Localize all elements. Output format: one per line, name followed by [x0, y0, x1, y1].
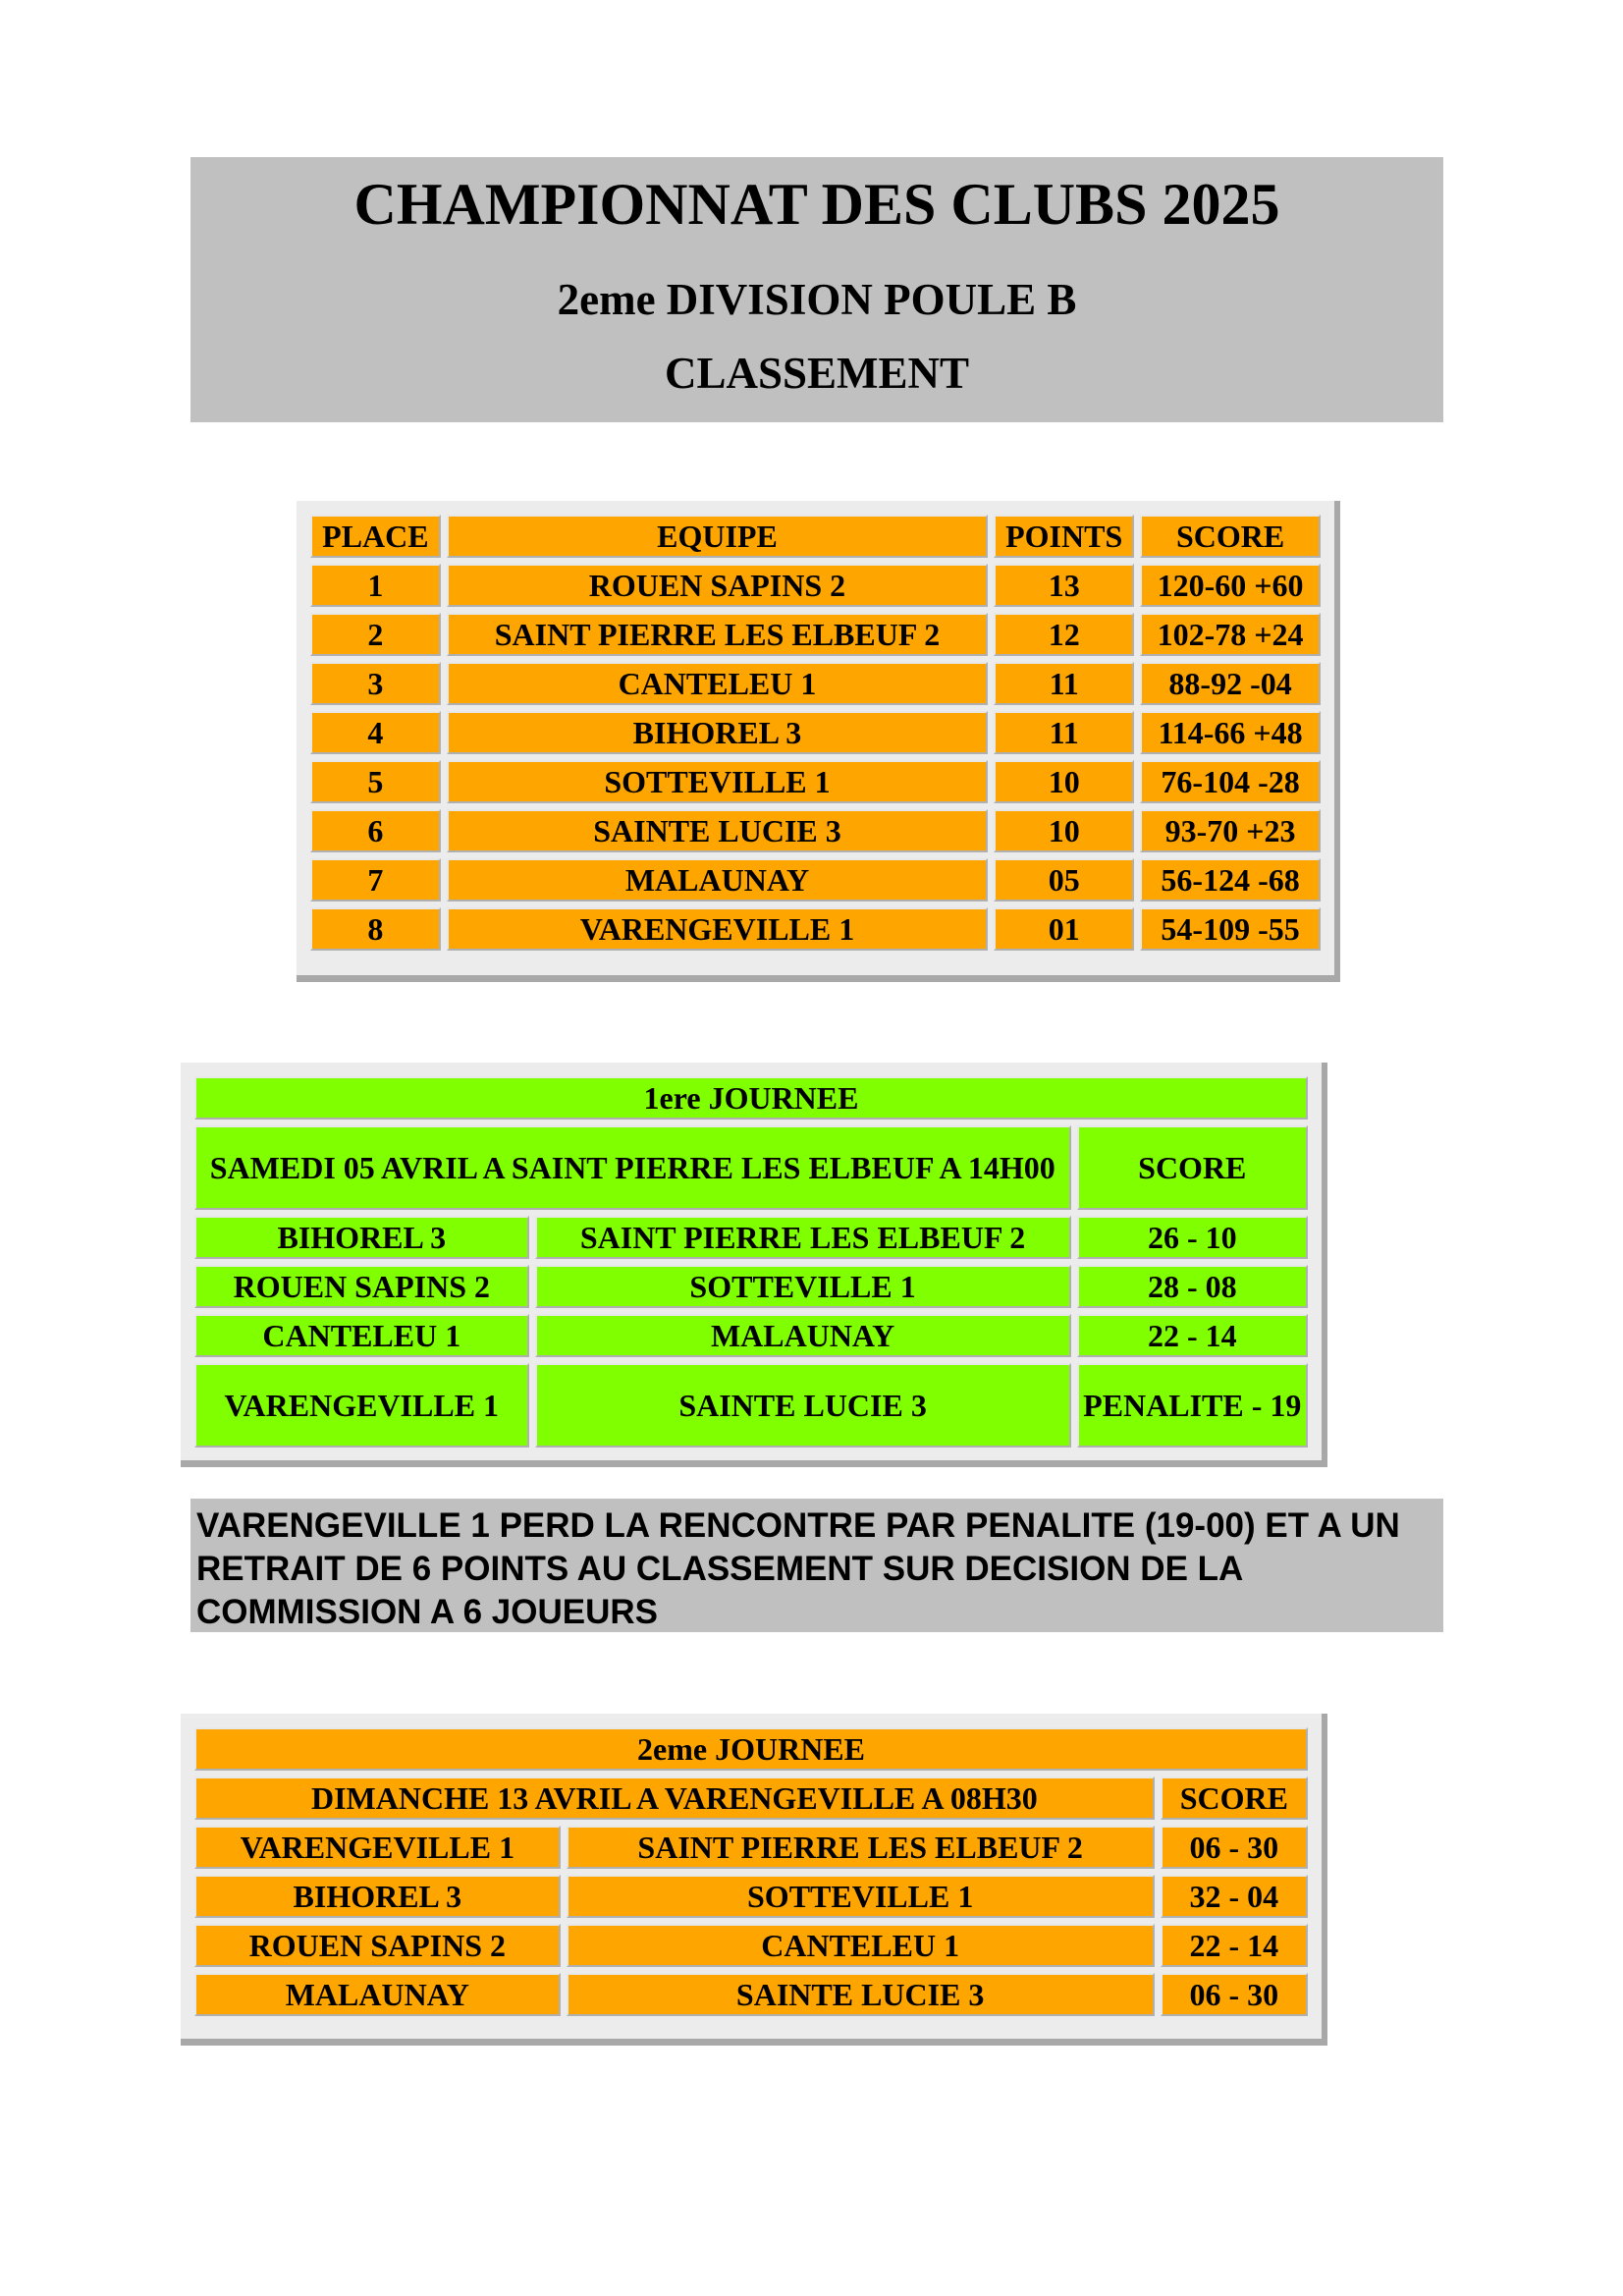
away-team: CANTELEU 1 — [567, 1924, 1155, 1967]
table-row — [310, 711, 1321, 754]
away-team: MALAUNAY — [535, 1314, 1071, 1357]
points-cell: 11 — [994, 711, 1134, 754]
match-score: 28 - 08 — [1077, 1265, 1308, 1308]
team-cell: BIHOREL 3 — [447, 711, 988, 754]
day1-title-row — [194, 1076, 1308, 1120]
points-cell: 12 — [994, 613, 1134, 656]
place-cell: 5 — [310, 760, 441, 803]
place-cell: 7 — [310, 858, 441, 902]
day1-title: 1ere JOURNEE — [194, 1076, 1308, 1120]
match-row — [194, 1973, 1308, 2016]
points-cell: 13 — [994, 564, 1134, 607]
points-cell: 05 — [994, 858, 1134, 902]
team-cell: VARENGEVILLE 1 — [447, 907, 988, 951]
away-team: SAINT PIERRE LES ELBEUF 2 — [567, 1826, 1155, 1869]
column-header-team: EQUIPE — [447, 515, 988, 558]
score-cell: 88-92 -04 — [1140, 662, 1321, 705]
day2-title: 2eme JOURNEE — [194, 1727, 1308, 1771]
penalty-note: VARENGEVILLE 1 PERD LA RENCONTRE PAR PENALITE (19-00) ET A UN RETRAIT DE 6 POINTS AU CLASSEMENT SUR DECISION DE LA COMMISSION A 6 JOUEURS — [190, 1499, 1443, 1632]
place-cell: 2 — [310, 613, 441, 656]
match-score: PENALITE - 19 — [1077, 1363, 1308, 1448]
score-cell: 54-109 -55 — [1140, 907, 1321, 951]
column-header-score: SCORE — [1140, 515, 1321, 558]
day2-table — [189, 1722, 1314, 2022]
day2-info-row — [194, 1777, 1308, 1820]
away-team: SAINT PIERRE LES ELBEUF 2 — [535, 1216, 1071, 1259]
score-cell: 76-104 -28 — [1140, 760, 1321, 803]
day2-info: DIMANCHE 13 AVRIL A VARENGEVILLE A 08H30 — [194, 1777, 1155, 1820]
match-score: 22 - 14 — [1077, 1314, 1308, 1357]
place-cell: 8 — [310, 907, 441, 951]
match-row — [194, 1314, 1308, 1357]
match-row — [194, 1363, 1308, 1448]
points-cell: 10 — [994, 809, 1134, 852]
column-header-points: POINTS — [994, 515, 1134, 558]
day1-table — [189, 1070, 1314, 1453]
match-score: 26 - 10 — [1077, 1216, 1308, 1259]
day2-frame — [181, 1714, 1327, 2046]
day1-info: SAMEDI 05 AVRIL A SAINT PIERRE LES ELBEUF A 14H00 — [194, 1125, 1071, 1210]
table-row — [310, 907, 1321, 951]
score-cell: 120-60 +60 — [1140, 564, 1321, 607]
home-team: VARENGEVILLE 1 — [194, 1826, 561, 1869]
division-title: 2eme DIVISION POULE B — [557, 275, 1077, 324]
match-score: 22 - 14 — [1161, 1924, 1308, 1967]
place-cell: 3 — [310, 662, 441, 705]
away-team: SOTTEVILLE 1 — [535, 1265, 1071, 1308]
home-team: CANTELEU 1 — [194, 1314, 529, 1357]
match-score: 06 - 30 — [1161, 1973, 1308, 2016]
page-title: CHAMPIONNAT DES CLUBS 2025 — [353, 172, 1280, 237]
score-cell: 114-66 +48 — [1140, 711, 1321, 754]
day1-info-row — [194, 1125, 1308, 1210]
team-cell: ROUEN SAPINS 2 — [447, 564, 988, 607]
day2-title-row — [194, 1727, 1308, 1771]
away-team: SAINTE LUCIE 3 — [535, 1363, 1071, 1448]
column-header-place: PLACE — [310, 515, 441, 558]
standings-frame — [297, 501, 1340, 982]
points-cell: 10 — [994, 760, 1134, 803]
away-team: SOTTEVILLE 1 — [567, 1875, 1155, 1918]
table-row — [310, 858, 1321, 902]
score-cell: 56-124 -68 — [1140, 858, 1321, 902]
team-cell: SOTTEVILLE 1 — [447, 760, 988, 803]
place-cell: 6 — [310, 809, 441, 852]
home-team: ROUEN SAPINS 2 — [194, 1924, 561, 1967]
day1-frame — [181, 1063, 1327, 1467]
place-cell: 4 — [310, 711, 441, 754]
place-cell: 1 — [310, 564, 441, 607]
table-row — [310, 613, 1321, 656]
table-row — [310, 662, 1321, 705]
points-cell: 01 — [994, 907, 1134, 951]
header-banner — [190, 157, 1443, 422]
home-team: BIHOREL 3 — [194, 1875, 561, 1918]
match-score: 06 - 30 — [1161, 1826, 1308, 1869]
table-row — [310, 564, 1321, 607]
score-cell: 102-78 +24 — [1140, 613, 1321, 656]
home-team: BIHOREL 3 — [194, 1216, 529, 1259]
home-team: VARENGEVILLE 1 — [194, 1363, 529, 1448]
day1-score-label: SCORE — [1077, 1125, 1308, 1210]
day2-score-label: SCORE — [1161, 1777, 1308, 1820]
home-team: ROUEN SAPINS 2 — [194, 1265, 529, 1308]
match-row — [194, 1924, 1308, 1967]
team-cell: MALAUNAY — [447, 858, 988, 902]
table-row — [310, 809, 1321, 852]
points-cell: 11 — [994, 662, 1134, 705]
match-row — [194, 1216, 1308, 1259]
home-team: MALAUNAY — [194, 1973, 561, 2016]
table-row — [310, 760, 1321, 803]
match-score: 32 - 04 — [1161, 1875, 1308, 1918]
standings-table — [304, 509, 1326, 957]
team-cell: SAINTE LUCIE 3 — [447, 809, 988, 852]
section-title: CLASSEMENT — [664, 349, 970, 398]
standings-header-row — [310, 515, 1321, 558]
match-row — [194, 1826, 1308, 1869]
match-row — [194, 1265, 1308, 1308]
team-cell: CANTELEU 1 — [447, 662, 988, 705]
match-row — [194, 1875, 1308, 1918]
away-team: SAINTE LUCIE 3 — [567, 1973, 1155, 2016]
team-cell: SAINT PIERRE LES ELBEUF 2 — [447, 613, 988, 656]
score-cell: 93-70 +23 — [1140, 809, 1321, 852]
